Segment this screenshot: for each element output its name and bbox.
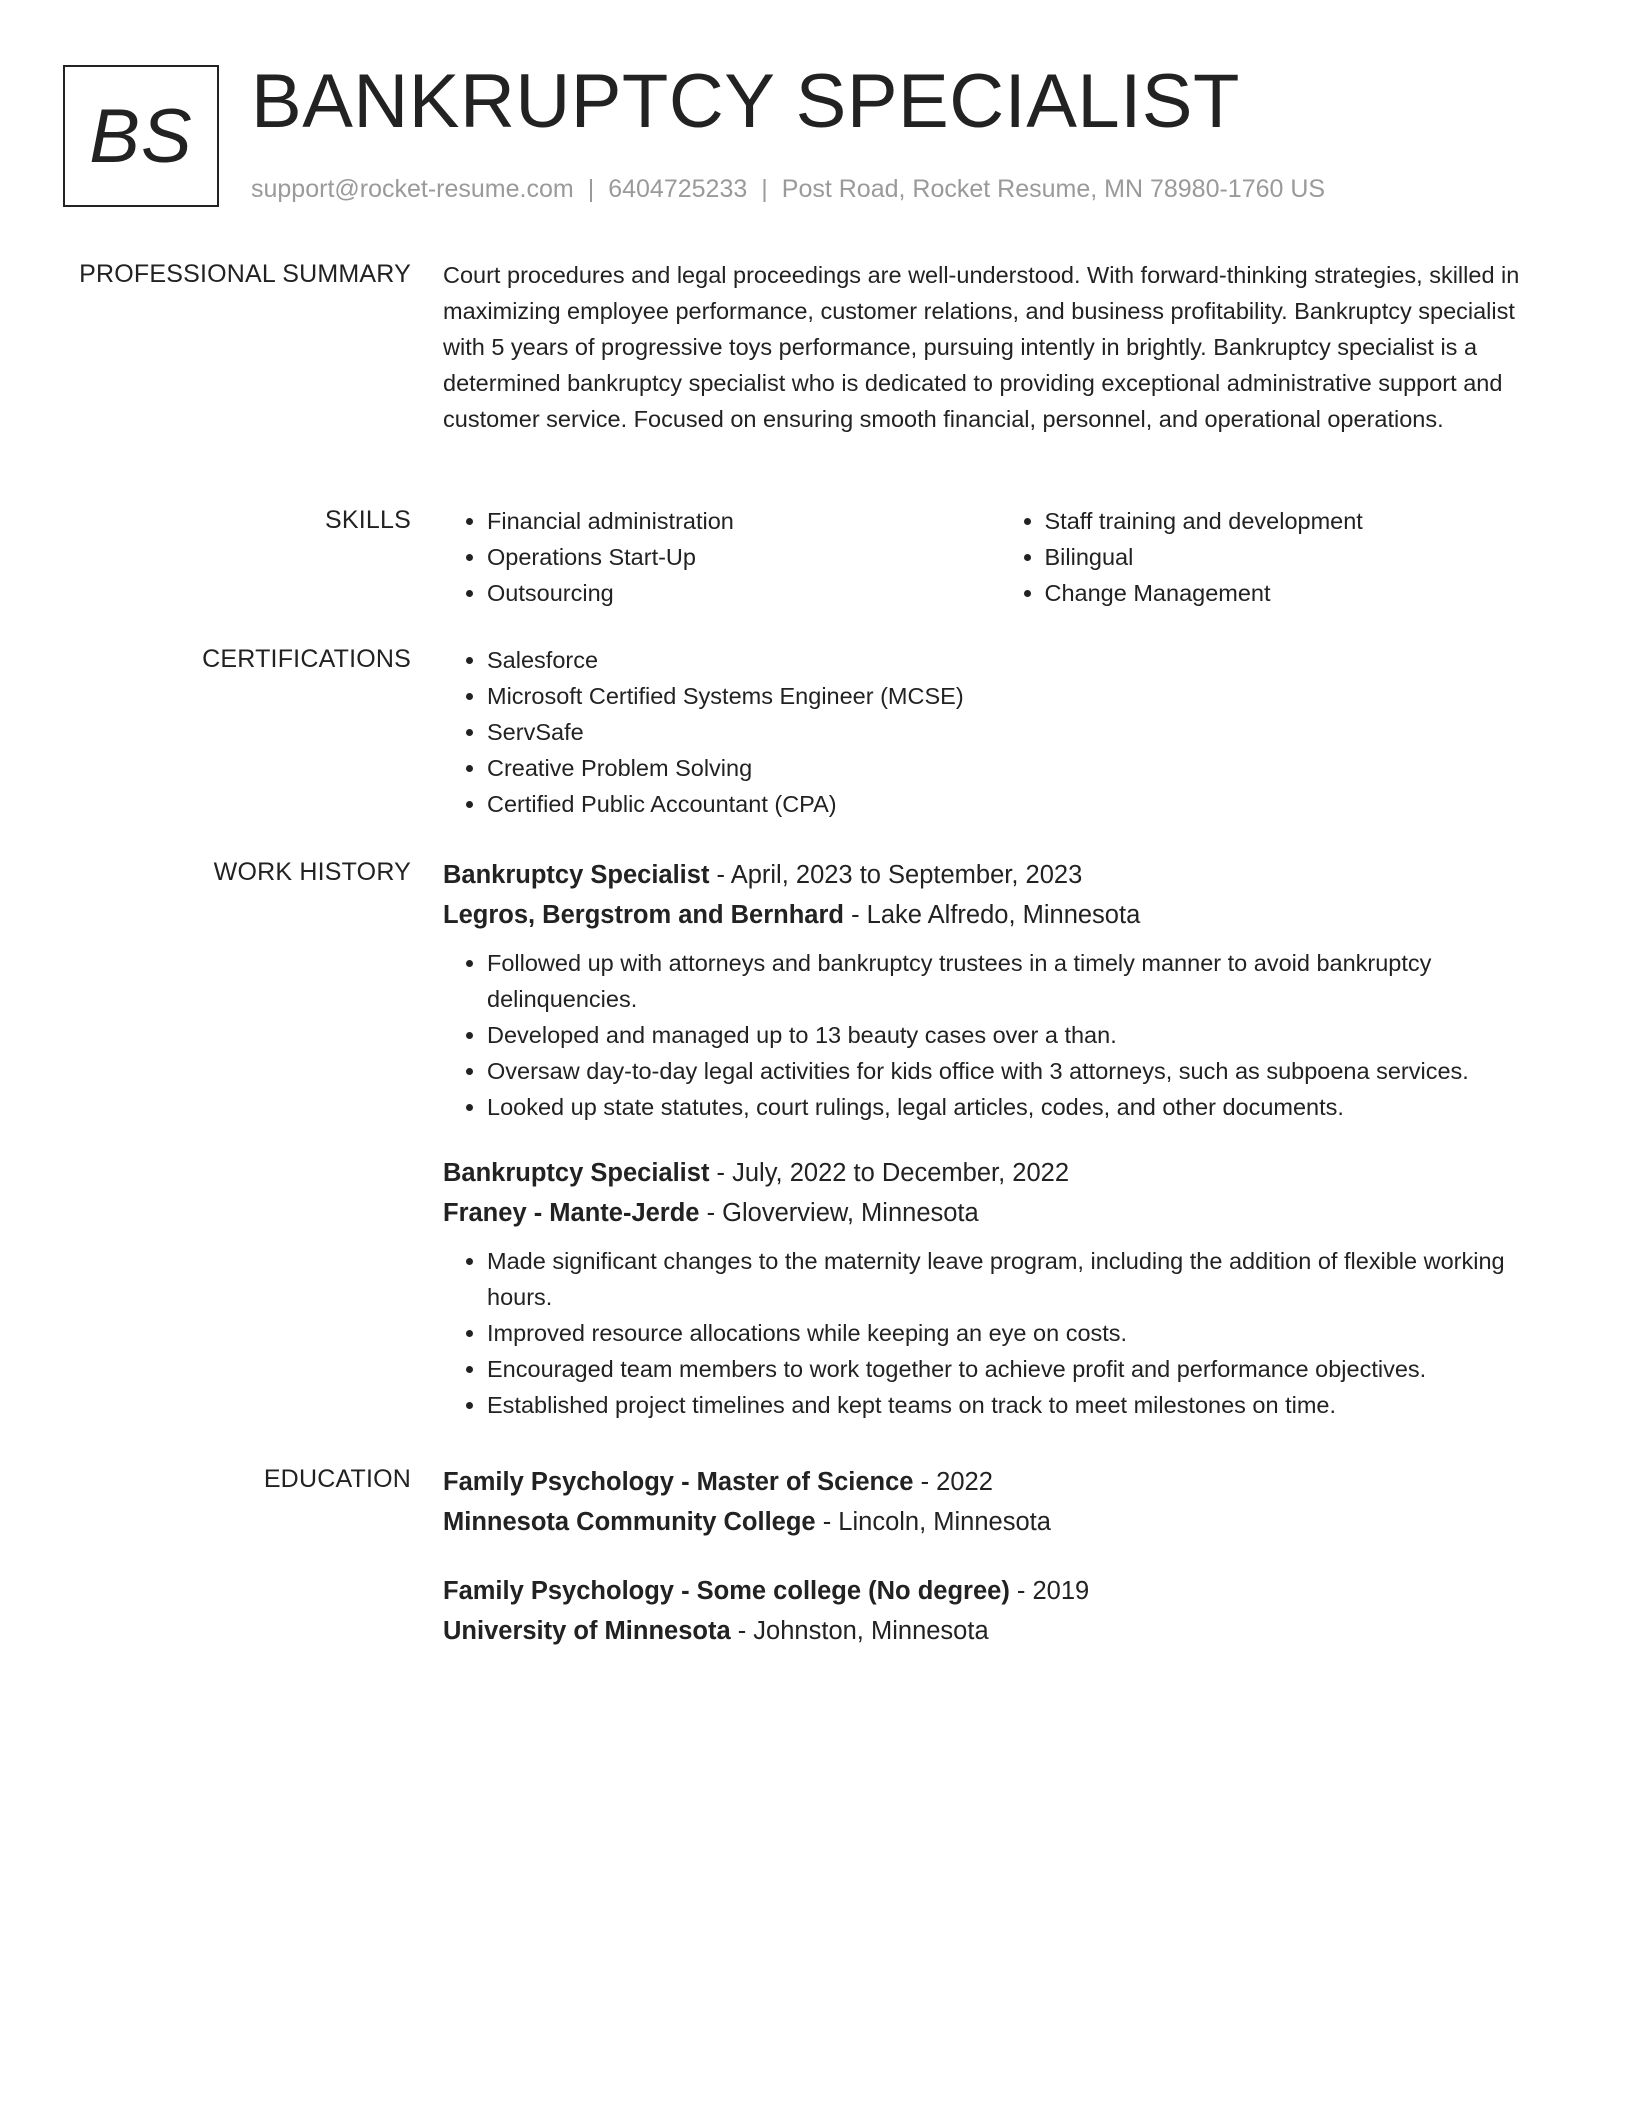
contact-email: support@rocket-resume.com bbox=[251, 175, 574, 203]
certification-item: • Microsoft Certified Systems Engineer (MCSE) bbox=[487, 678, 1558, 714]
section-label-summary: PROFESSIONAL SUMMARY bbox=[79, 260, 411, 288]
skill-item: • Bilingual bbox=[1045, 539, 1559, 575]
job-bullet: • Followed up with attorneys and bankruptcy trustees in a timely manner to avoid bankruptcy delinquencies. bbox=[487, 945, 1558, 1017]
job-title-line bbox=[443, 1153, 1558, 1193]
education-school-line bbox=[443, 1502, 1558, 1542]
job-bullet: • Oversaw day-to-day legal activities for kids office with 3 attorneys, such as subpoena services. bbox=[487, 1053, 1558, 1089]
certification-item: • Salesforce bbox=[487, 642, 1558, 678]
section-label-work: WORK HISTORY bbox=[213, 858, 411, 886]
skill-item: • Operations Start-Up bbox=[487, 539, 1001, 575]
job-entry bbox=[443, 1153, 1558, 1423]
certifications-list bbox=[443, 642, 1558, 822]
job-company-line bbox=[443, 1193, 1558, 1233]
summary-text: Court procedures and legal proceedings are well-understood. With forward-thinking strategies, skilled in maximizing employee performance, customer relations, and business profitability. Bankruptcy specialist with 5 years of progressive toys performance, pursuing intently in brightly. Bankruptcy specialist is a determined bankruptcy specialist who is dedicated to providing exceptional administrative support and customer service. Focused on ensuring smooth financial, personnel, and operational operations. bbox=[443, 262, 1520, 432]
certification-item: • Certified Public Accountant (CPA) bbox=[487, 786, 1558, 822]
job-bullet: • Improved resource allocations while keeping an eye on costs. bbox=[487, 1315, 1558, 1351]
job-dates: - April, 2023 to September, 2023 bbox=[716, 861, 1083, 889]
education-degree: Family Psychology - Master of Science bbox=[443, 1468, 914, 1496]
job-bullet: • Developed and managed up to 13 beauty cases over a than. bbox=[487, 1017, 1558, 1053]
education-degree: Family Psychology - Some college (No degree) bbox=[443, 1577, 1010, 1605]
education-entry bbox=[443, 1462, 1558, 1542]
job-bullet: • Made significant changes to the maternity leave program, including the addition of flexible working hours. bbox=[487, 1243, 1558, 1315]
education-degree-line bbox=[443, 1462, 1558, 1502]
job-bullets bbox=[443, 1243, 1558, 1423]
skill-item: • Staff training and development bbox=[1045, 503, 1559, 539]
job-title-line bbox=[443, 855, 1558, 895]
job-bullets bbox=[443, 945, 1558, 1125]
job-company-line bbox=[443, 895, 1558, 935]
education-location: - Lincoln, Minnesota bbox=[822, 1508, 1051, 1536]
job-location: - Gloverview, Minnesota bbox=[706, 1199, 979, 1227]
job-dates: - July, 2022 to December, 2022 bbox=[716, 1159, 1070, 1187]
job-company: Franey - Mante-Jerde bbox=[443, 1199, 700, 1227]
contact-separator: | bbox=[761, 175, 768, 203]
education-entry bbox=[443, 1571, 1558, 1651]
job-bullet: • Looked up state statutes, court rulings, legal articles, codes, and other documents. bbox=[487, 1089, 1558, 1125]
section-label-skills: SKILLS bbox=[325, 506, 411, 534]
job-title: Bankruptcy Specialist bbox=[443, 1159, 710, 1187]
job-bullet: • Encouraged team members to work together to achieve profit and performance objectives. bbox=[487, 1351, 1558, 1387]
education-school-line bbox=[443, 1611, 1558, 1651]
certification-item: • Creative Problem Solving bbox=[487, 750, 1558, 786]
skill-item: • Outsourcing bbox=[487, 575, 1001, 611]
education-school: Minnesota Community College bbox=[443, 1508, 816, 1536]
education-degree-line bbox=[443, 1571, 1558, 1611]
education-location: - Johnston, Minnesota bbox=[737, 1617, 989, 1645]
monogram: BS bbox=[63, 65, 219, 207]
skill-item: • Change Management bbox=[1045, 575, 1559, 611]
section-label-certifications: CERTIFICATIONS bbox=[202, 645, 411, 673]
skills-list-left bbox=[443, 503, 1001, 611]
contact-address: Post Road, Rocket Resume, MN 78980-1760 US bbox=[781, 175, 1326, 203]
job-entry bbox=[443, 855, 1558, 1125]
job-bullet: • Established project timelines and kept teams on track to meet milestones on time. bbox=[487, 1387, 1558, 1423]
education-school: University of Minnesota bbox=[443, 1617, 731, 1645]
contact-phone: 6404725233 bbox=[608, 175, 748, 203]
contact-separator: | bbox=[587, 175, 595, 203]
section-label-education: EDUCATION bbox=[263, 1465, 411, 1493]
skill-item: • Financial administration bbox=[487, 503, 1001, 539]
certification-item: • ServSafe bbox=[487, 714, 1558, 750]
job-location: - Lake Alfredo, Minnesota bbox=[851, 901, 1141, 929]
contact-line bbox=[251, 173, 1325, 205]
job-company: Legros, Bergstrom and Bernhard bbox=[443, 901, 844, 929]
skills-list-right bbox=[1001, 503, 1559, 611]
education-year: - 2019 bbox=[1016, 1577, 1090, 1605]
page-title: BANKRUPTCY SPECIALIST bbox=[251, 59, 1240, 144]
education-year: - 2022 bbox=[920, 1468, 993, 1496]
job-title: Bankruptcy Specialist bbox=[443, 861, 710, 889]
